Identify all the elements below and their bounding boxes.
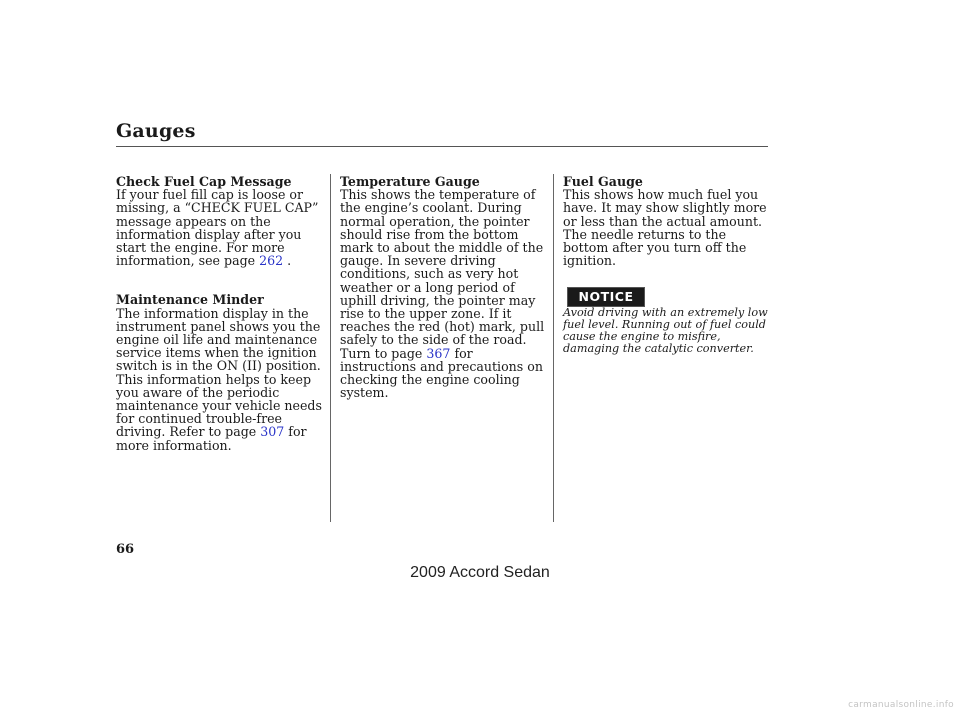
watermark: carmanualsonline.info	[848, 700, 954, 710]
fuel-gauge-heading: Fuel Gauge	[563, 174, 643, 189]
column-divider	[553, 174, 554, 522]
notice-badge: NOTICE	[567, 287, 645, 307]
maintenance-minder-heading: Maintenance Minder	[116, 292, 264, 308]
page-link-367[interactable]: 367	[426, 345, 451, 361]
temperature-gauge-heading: Temperature Gauge	[340, 174, 480, 189]
page-link-307[interactable]: 307	[260, 424, 285, 440]
notice-text: Avoid driving with an extremely low fuel level. Running out of fuel could cause the engine to misfire, damaging the catalytic converter.	[563, 306, 768, 356]
column-right	[563, 175, 769, 355]
header-rule	[116, 146, 768, 147]
check-fuel-cap-body: If your fuel fill cap is loose or missing, a “CHECK FUEL CAP” message appears on the information display after you start the engine. For more information, see page 262 .	[116, 187, 319, 269]
footer-title: 2009 Accord Sedan	[410, 564, 550, 581]
page-number: 66	[116, 542, 135, 557]
column-divider	[330, 174, 331, 522]
column-middle	[340, 175, 546, 399]
column-left	[116, 175, 324, 452]
fuel-gauge-body: This shows how much fuel you have. It may show slightly more or less than the actual amount. The needle returns to the bottom after you turn off the ignition.	[563, 187, 767, 269]
section-title: Gauges	[116, 120, 196, 142]
page-link-262[interactable]: 262	[259, 253, 284, 269]
maintenance-minder-body: The information display in the instrument panel shows you the engine oil life and maintenance service items when the ignition switch is in the ON (II) position. This information helps to keep you aware of the periodic maintenance your vehicle needs for continued trouble-free driving. Refer to page 307 for more information.	[116, 305, 322, 453]
temperature-gauge-body: This shows the temperature of the engine’s coolant. During normal operation, the pointer should rise from the bottom mark to about the middle of the gauge. In severe driving conditions, such as very hot weather or a long period of uphill driving, the pointer may rise to the upper zone. If it reaches the red (hot) mark, pull safely to the side of the road. Turn to page 367 for instructions and precautions on checking the engine cooling system.	[340, 187, 545, 401]
check-fuel-cap-heading: Check Fuel Cap Message	[116, 174, 292, 189]
